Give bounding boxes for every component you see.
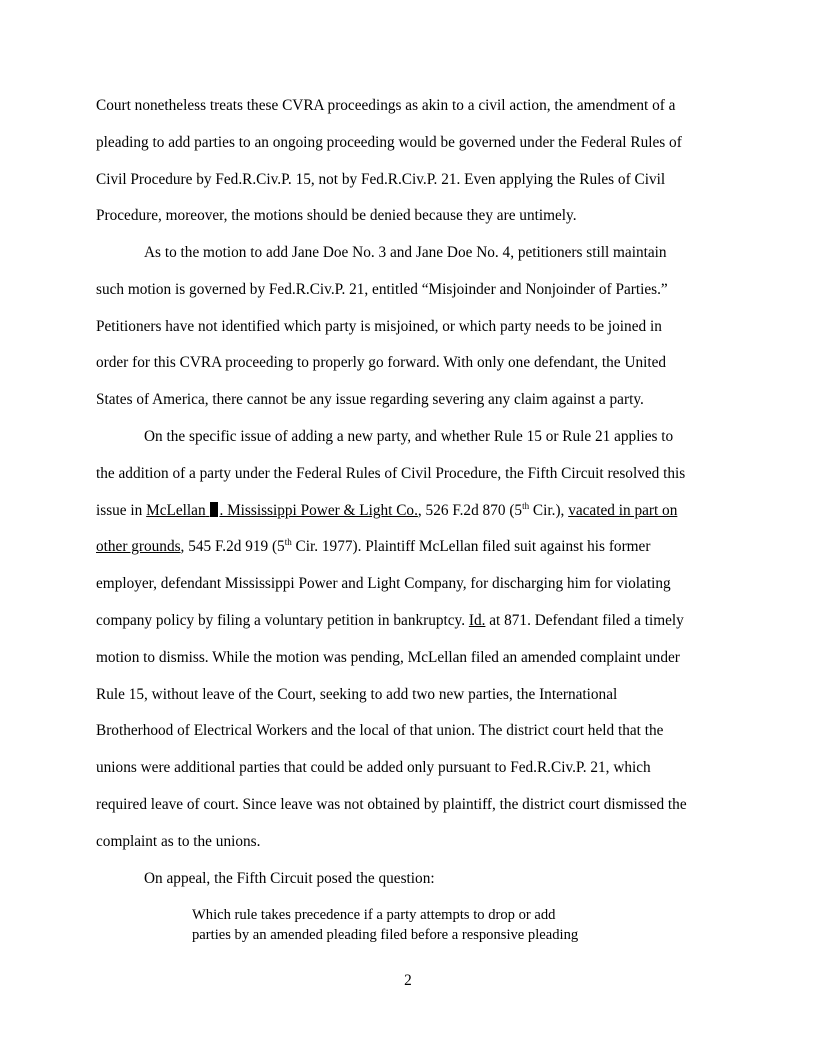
body-line-2: pleading to add parties to an ongoing proceeding would be governed under the Federal Rules of (96, 134, 682, 151)
body-line-9: States of America, there cannot be any issue regarding severing any claim against a party. (96, 391, 644, 408)
body-line-1: Court nonetheless treats these CVRA proceedings as akin to a civil action, the amendment of a (96, 97, 676, 114)
id-citation: Id. (468, 612, 486, 629)
body-line-20: required leave of court. Since leave was not obtained by plaintiff, the district court dismissed the (96, 796, 687, 813)
line13-mid: , 545 F.2d 919 (5 (180, 538, 285, 555)
superscript-th: th (522, 501, 530, 511)
body-line-16: motion to dismiss. While the motion was pending, McLellan filed an amended complaint under (96, 649, 680, 666)
line13-post: Cir. 1977). Plaintiff McLellan filed suit against his former (291, 538, 651, 555)
body-line-7: Petitioners have not identified which party is misjoined, or which party needs to be joined in (96, 318, 662, 335)
body-line-21: complaint as to the unions. (96, 833, 261, 850)
body-line-11: the addition of a party under the Federal Rules of Civil Procedure, the Fifth Circuit resolved this (96, 465, 686, 482)
line12-post: Cir.), (529, 502, 569, 519)
body-line-17: Rule 15, without leave of the Court, seeking to add two new parties, the International (96, 686, 618, 703)
block-quote-line-2: parties by an amended pleading filed before a responsive pleading (192, 927, 579, 943)
body-line-19: unions were additional parties that could be added only pursuant to Fed.R.Civ.P. 21, which (96, 759, 651, 776)
body-line-10: On the specific issue of adding a new party, and whether Rule 15 or Rule 21 applies to (144, 428, 674, 445)
line12-mid: , 526 F.2d 870 (5 (417, 502, 523, 519)
body-line-6: such motion is governed by Fed.R.Civ.P. 21, entitled “Misjoinder and Nonjoinder of Parties.” (96, 281, 668, 298)
vacated-in-part-link: vacated in part on (568, 502, 678, 519)
other-grounds-underline: other grounds (96, 538, 181, 555)
case-citation-mclellan: McLellan . Mississippi Power & Light Co. (146, 502, 418, 519)
block-quote-line-1: Which rule takes precedence if a party attempts to drop or add (192, 907, 556, 923)
body-line-5: As to the motion to add Jane Doe No. 3 and Jane Doe No. 4, petitioners still maintain (144, 244, 667, 261)
body-line-8: order for this CVRA proceeding to properly go forward. With only one defendant, the United (96, 354, 667, 371)
line15-pre: company policy by filing a voluntary petition in bankruptcy. (96, 612, 469, 629)
line12-pre: issue in (96, 502, 147, 519)
body-line-3: Civil Procedure by Fed.R.Civ.P. 15, not by Fed.R.Civ.P. 21. Even applying the Rules of Civil (96, 171, 666, 188)
line15-post: at 871. Defendant filed a timely (485, 612, 684, 629)
superscript-th-2: th (284, 537, 292, 547)
body-line-18: Brotherhood of Electrical Workers and the local of that union. The district court held that the (96, 722, 664, 739)
body-line-22: On appeal, the Fifth Circuit posed the question: (144, 870, 435, 887)
body-line-15 (96, 612, 684, 630)
page-number: 2 (404, 972, 412, 989)
redaction-box (210, 502, 218, 517)
body-line-14: employer, defendant Mississippi Power and Light Company, for discharging him for violating (96, 575, 671, 592)
body-line-12 (96, 502, 677, 520)
body-line-13 (96, 538, 650, 556)
body-line-4: Procedure, moreover, the motions should be denied because they are untimely. (96, 207, 577, 224)
